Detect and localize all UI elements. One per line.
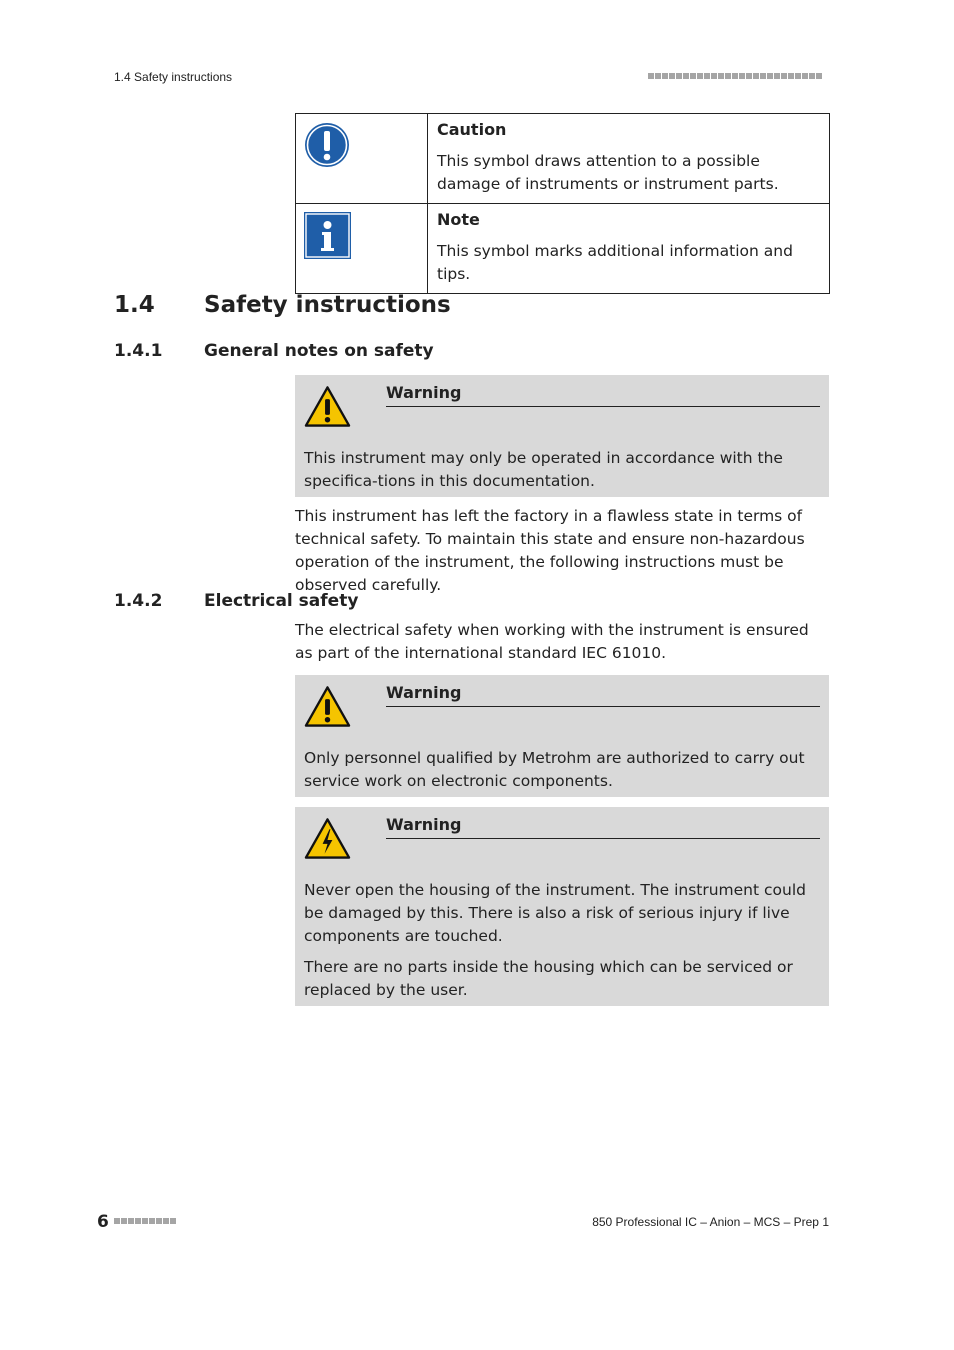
subsection-title: Electrical safety [204, 591, 359, 611]
footer-marker [114, 1218, 176, 1224]
subsection-title: General notes on safety [204, 341, 434, 361]
warning-text-secondary: There are no parts inside the housing which can be serviced or replaced by the user. [304, 958, 793, 999]
warning-text: Never open the housing of the instrument. The instrument could be damaged by this. There is also a risk of serious injury if live components are touched. [304, 881, 806, 945]
page-number: 6 [97, 1212, 109, 1232]
caution-title: Caution [437, 120, 507, 139]
info-icon [304, 212, 351, 259]
warning-box-general [295, 375, 829, 497]
warning-text: This instrument may only be operated in accordance with the specifica-tions in this documentation. [304, 449, 783, 490]
warning-triangle-icon [304, 685, 351, 729]
section-heading [114, 292, 451, 318]
warning-title: Warning [386, 683, 820, 707]
warning-title: Warning [386, 383, 820, 407]
section-number: 1.4 [114, 292, 155, 318]
running-header: 1.4 Safety instructions [114, 70, 233, 84]
symbol-row-caution [296, 114, 830, 204]
note-text: This symbol marks additional information and tips. [437, 242, 793, 283]
warning-triangle-icon [304, 385, 351, 429]
section-title: Safety instructions [204, 292, 451, 318]
caution-text: This symbol draws attention to a possible damage of instruments or instrument parts. [437, 152, 779, 193]
general-safety-paragraph: This instrument has left the factory in a flawless state in terms of technical safety. To maintain this state and ensure non-hazardous operation of the instrument, the following instructions must be observed carefully. [295, 507, 805, 594]
symbol-row-note [296, 204, 830, 294]
warning-title: Warning [386, 815, 820, 839]
subsection-heading-electrical [114, 591, 358, 611]
electrical-safety-paragraph: The electrical safety when working with the instrument is ensured as part of the international standard IEC 61010. [295, 621, 809, 662]
high-voltage-icon [304, 817, 351, 861]
subsection-number: 1.4.2 [114, 591, 163, 611]
subsection-heading-general [114, 341, 434, 361]
warning-text: Only personnel qualified by Metrohm are authorized to carry out service work on electronic components. [304, 749, 805, 790]
warning-box-personnel [295, 675, 829, 797]
symbol-table [295, 113, 830, 294]
document-title: 850 Professional IC – Anion – MCS – Prep 1 [592, 1215, 829, 1229]
note-title: Note [437, 210, 480, 229]
subsection-number: 1.4.1 [114, 341, 163, 361]
header-marker [648, 73, 822, 79]
warning-box-housing [295, 807, 829, 1006]
caution-icon [304, 122, 350, 168]
